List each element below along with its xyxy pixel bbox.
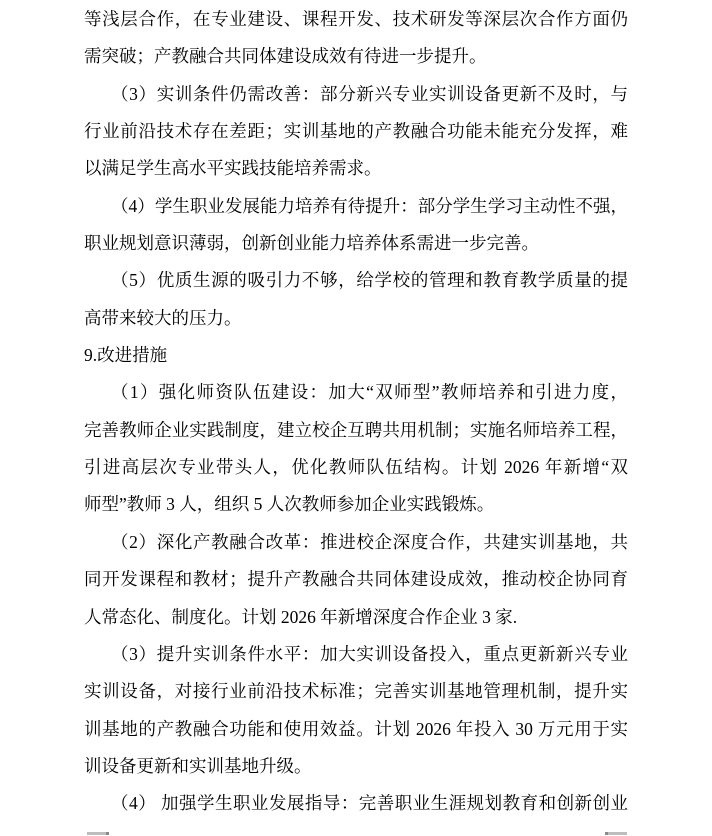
text-line: 完善教师企业实践制度，建立校企互聘共用机制；实施名师培养工程， (84, 419, 628, 440)
artifact-cap (106, 832, 109, 835)
text-line: （1）强化师资队伍建设：加大“双师型”教师培养和引进力度， (111, 382, 628, 403)
text-line: 实训设备，对接行业前沿技术标准；完善实训基地管理机制，提升实 (84, 681, 628, 702)
text-line: 训设备更新和实训基地升级。 (84, 755, 312, 776)
text-line: 9.改进措施 (84, 345, 168, 366)
text-line: 引进高层次专业带头人，优化教师队伍结构。计划 2026 年新增“双 (84, 457, 628, 478)
text-line: 行业前沿技术存在差距；实训基地的产教融合功能未能充分发挥，难 (84, 121, 628, 142)
text-line: 等浅层合作，在专业建设、课程开发、技术研发等深层次合作方面仍 (84, 9, 628, 29)
text-line: （3）提升实训条件水平：加大实训设备投入，重点更新新兴专业 (111, 643, 628, 664)
text-line: （5）优质生源的吸引力不够，给学校的管理和教育教学质量的提 (111, 270, 628, 291)
text-line: 同开发课程和教材；提升产教融合共同体建设成效，推动校企协同育 (84, 569, 628, 590)
text-line: 人常态化、制度化。计划 2026 年新增深度合作企业 3 家. (84, 606, 518, 627)
artifact-cap (605, 832, 608, 835)
document-text-body (84, 1, 628, 823)
text-line: 高带来较大的压力。 (84, 307, 242, 328)
text-line: 训基地的产教融合功能和使用效益。计划 2026 年投入 30 万元用于实 (84, 718, 628, 739)
text-line: 需突破；产教融合共同体建设成效有待进一步提升。 (84, 46, 487, 67)
page-bottom-artifact-left (87, 832, 109, 835)
text-line: （3）实训条件仍需改善：部分新兴专业实训设备更新不及时，与 (111, 83, 628, 104)
text-line: （4） 加强学生职业发展指导：完善职业生涯规划教育和创新创业 (111, 793, 628, 814)
text-line: （4）学生职业发展能力培养有待提升：部分学生学习主动性不强， (111, 195, 628, 216)
text-line: 职业规划意识薄弱，创新创业能力培养体系需进一步完善。 (84, 233, 539, 254)
text-line: （2）深化产教融合改革：推进校企深度合作，共建实训基地，共 (111, 531, 628, 552)
text-line: 师型”教师 3 人，组织 5 人次教师参加企业实践锻炼。 (84, 494, 495, 515)
text-line: 以满足学生高水平实践技能培养需求。 (84, 158, 382, 179)
page-bottom-artifact-right (605, 832, 627, 835)
